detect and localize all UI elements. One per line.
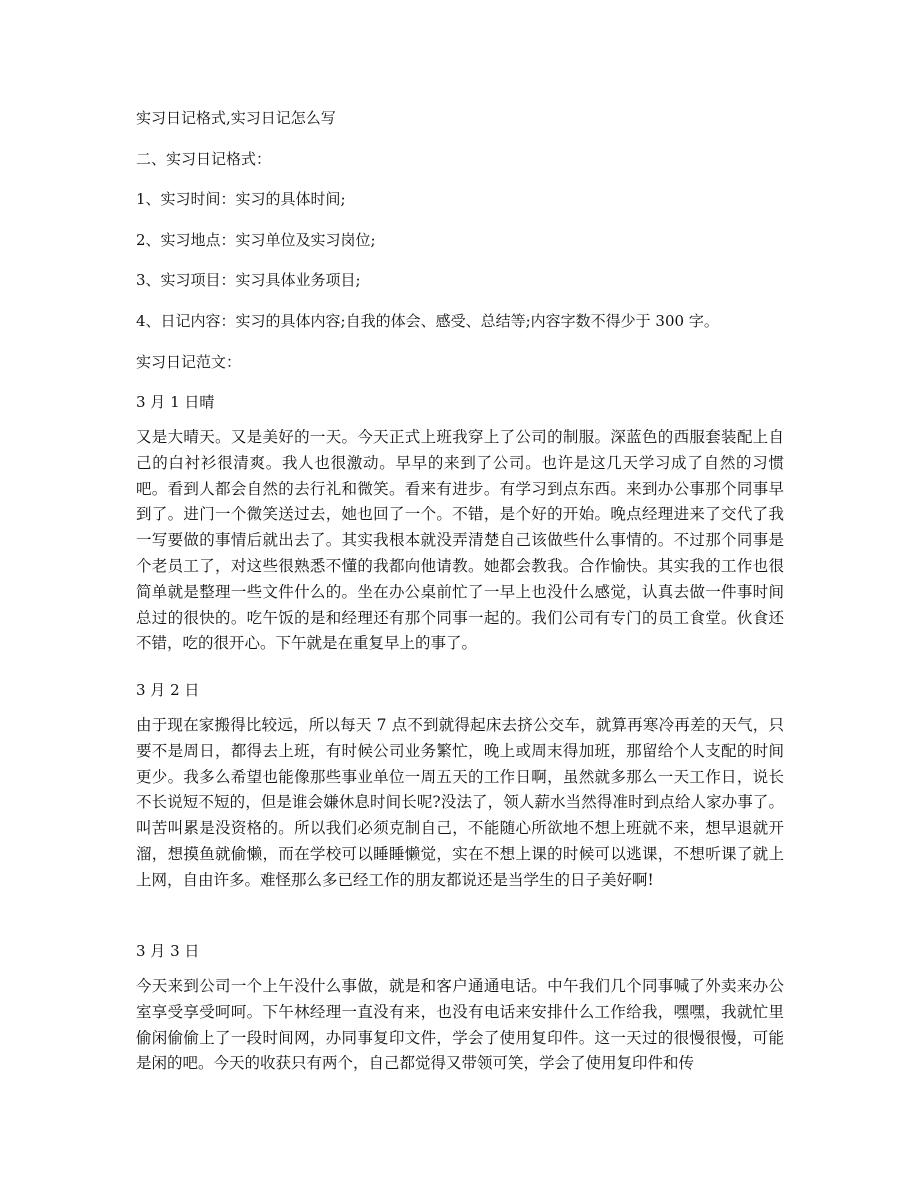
entry-body: 今天来到公司一个上午没什么事做，就是和客户通通电话。中午我们几个同事喊了外卖来办公室享受享受呵呵。下午林经理一直没有来，也没有电话来安排什么工作给我，嘿嘿，我就忙里偷闲偷偷上了一段时间网，办同事复印文件，学会了使用复印件。这一天过的很慢很慢，可能是闲的吧。今天的收获只有两个，自己都觉得又带领可笑，学会了使用复印件和传 [136,977,784,1073]
doc-title: 实习日记格式,实习日记怎么写 [136,109,336,127]
section-heading: 二、实习日记格式： [136,150,272,168]
entry-body: 由于现在家搬得比较远，所以每天 7 点不到就得起床去挤公交车，就算再寒冷再差的天气，只要不是周日，都得去上班，有时候公司业务繁忙，晚上或周末得加班，那留给个人支配的时间更少。我多么希望也能像那些事业单位一周五天的工作日啊，虽然就多那么一天工作日，说长不长说短不短的，但是谁会嫌休息时间长呢?没法了，领人薪水当然得准时到点给人家办事了。叫苦叫累是没资格的。所以我们必须克制自己，不能随心所欲地不想上班就不来，想早退就开溜，想摸鱼就偷懒，而在学校可以睡睡懒觉，实在不想上课的时候可以逃课，不想听课了就上上网，自由许多。难怪那么多已经工作的朋友都说还是当学生的日子美好啊! [136,716,784,889]
entry-date: 3 月 2 日 [136,681,200,699]
format-item: 1、实习时间：实习的具体时间; [136,190,346,208]
sample-heading: 实习日记范文： [136,353,242,371]
format-item: 3、实习项目：实习具体业务项目; [136,271,361,289]
entry-date: 3 月 1 日晴 [136,393,215,411]
entry-date: 3 月 3 日 [136,942,200,960]
entry-body: 又是大晴天。又是美好的一天。今天正式上班我穿上了公司的制服。深蓝色的西服套装配上自己的白衬衫很清爽。我人也很激动。早早的来到了公司。也许是这几天学习成了自然的习惯吧。看到人都会自然的去行礼和微笑。看来有进步。有学习到点东西。来到办公事那个同事早到了。进门一个微笑送过去，她也回了一个。不错，是个好的开始。晚点经理进来了交代了我一写要做的事情后就出去了。其实我根本就没弄清楚自己该做些什么事情的。不过那个同事是个老员工了，对这些很熟悉不懂的我都向他请教。她都会教我。合作愉快。其实我的工作也很简单就是整理一些文件什么的。坐在办公桌前忙了一早上也没什么感觉，认真去做一件事时间总过的很快的。吃午饭的是和经理还有那个同事一起的。我们公司有专门的员工食堂。伙食还不错，吃的很开心。下午就是在重复早上的事了。 [136,428,784,653]
format-item: 4、日记内容：实习的具体内容;自我的体会、感受、总结等;内容字数不得少于 300 字。 [136,312,719,330]
format-item: 2、实习地点：实习单位及实习岗位; [136,231,376,249]
